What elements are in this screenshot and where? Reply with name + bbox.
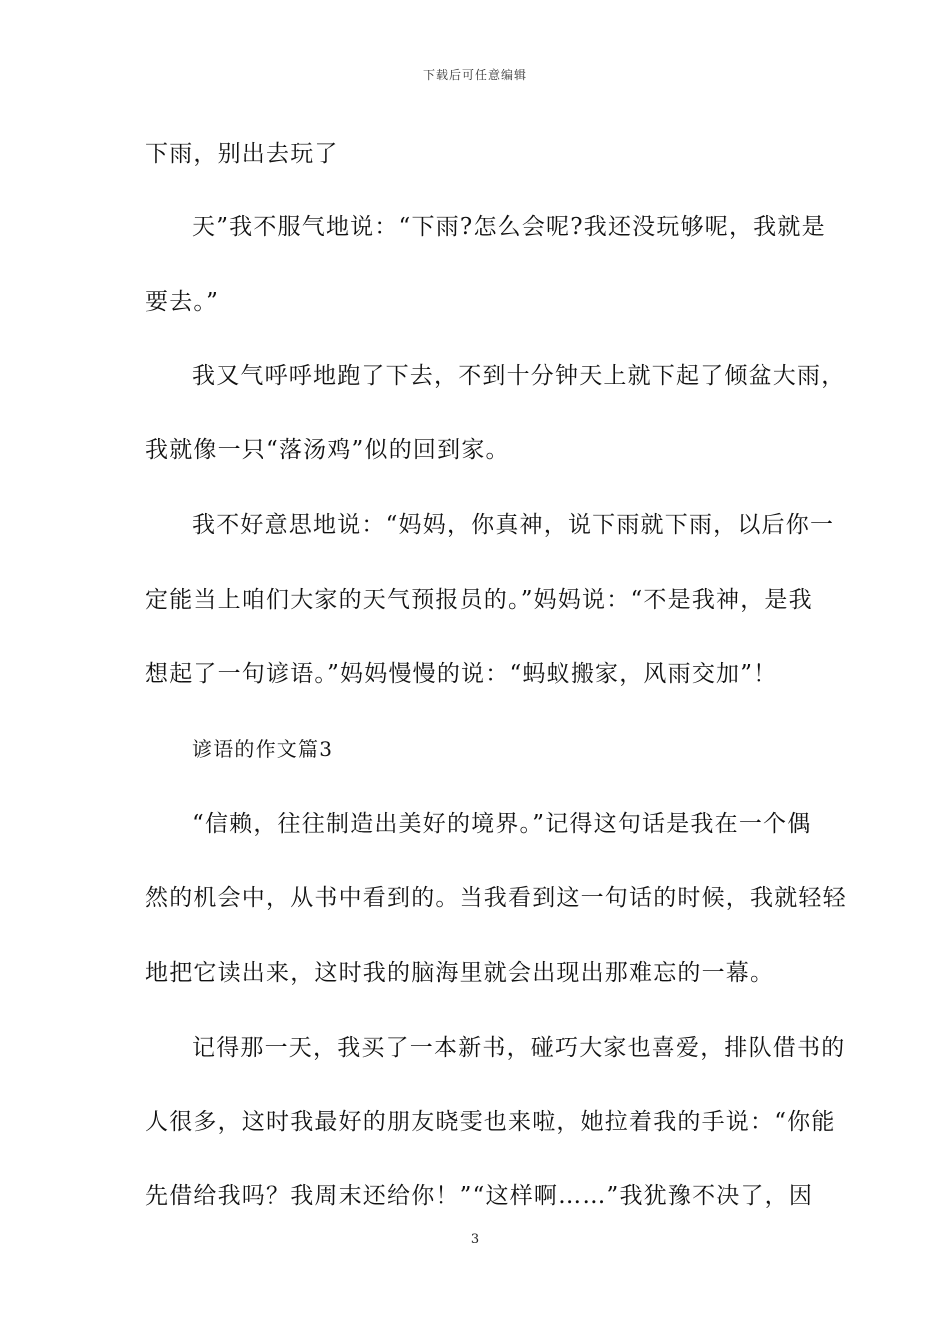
- text-line: 我不好意思地说：“妈妈，你真神，说下雨就下雨，以后你一: [192, 512, 835, 538]
- text-line: 记得那一天，我买了一本新书，碰巧大家也喜爱，排队借书的: [192, 1035, 846, 1061]
- text-line: 天”我不服气地说：“下雨?怎么会呢?我还没玩够呢，我就是: [192, 214, 826, 240]
- text-line: 我又气呼呼地跑了下去，不到十分钟天上就下起了倾盆大雨，: [192, 363, 846, 389]
- text-line: 我就像一只“落汤鸡”似的回到家。: [145, 437, 510, 463]
- text-line: 要去。”: [145, 289, 220, 315]
- text-line: 定能当上咱们大家的天气预报员的。”妈妈说：“不是我神，是我: [145, 587, 813, 613]
- page-header: 下载后可任意编辑: [422, 68, 527, 82]
- text-line: 先借给我吗？我周末还给你！”“这样啊……”我犹豫不决了，因: [145, 1183, 814, 1209]
- text-line: 地把它读出来，这时我的脑海里就会出现出那难忘的一幕。: [145, 960, 775, 986]
- section-heading: 谚语的作文篇3: [192, 737, 334, 761]
- text-line: 人很多，这时我最好的朋友晓雯也来啦，她拉着我的手说：“你能: [145, 1109, 836, 1135]
- text-line: 下雨，别出去玩了: [145, 141, 339, 167]
- text-line: 然的机会中，从书中看到的。当我看到这一句话的时候，我就轻轻: [145, 885, 847, 911]
- text-line: 想起了一句谚语。”妈妈慢慢的说：“蚂蚁搬家，风雨交加”！: [145, 661, 778, 687]
- text-line: “信赖，往往制造出美好的境界。”记得这句话是我在一个偶: [192, 811, 812, 837]
- page-number: 3: [470, 1232, 480, 1247]
